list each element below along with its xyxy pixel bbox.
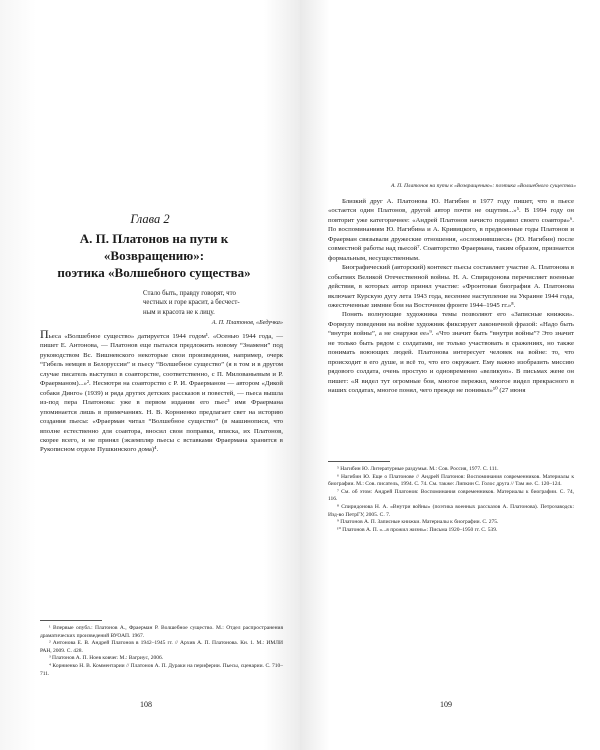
footnote: ³ Платонов А. П. Ноев ковчег. М.: Вагриус, 2006. [49, 655, 164, 662]
body-paragraph: Близкий друг А. Платонова Ю. Нагибин в 1977 году пишет, что в пьесе «остается один Платонов, другой автор почти не ощутим...»⁵. В 1994 году он повторит уже категоричнее: «Андрей Платонов начисто подавил своего соавтора»⁶. По воспоминаниям Ю. Нагибина и А. Кривицкого, в предвоенные годы Платонов и Фраерман связывали дружеские отношения, «осложнившиеся» (Ю. Нагибин) после совместной работы над пьесой⁷. Соавторство Фраермана, таким образом, признается формальным, несущественным. [328, 198, 574, 262]
chapter-title [34, 230, 274, 281]
footnote: ⁸ Спиридонова Н. А. «Внутри войны» (поэтика военных рассказов А. Платонова). Петрозаводск: Изд-во ПетрГУ, 2005. С. 7. [328, 503, 574, 518]
footnote: ⁴ Корниенко Н. В. Комментарии // Платонов А. П. Дураки на периферии. Пьесы, сценарии. С. 710–711. [40, 662, 283, 677]
page-number-left: 108 [140, 700, 152, 709]
left-body-text [40, 327, 283, 455]
chapter-title-line-2: поэтика «Волшебного существа» [57, 265, 251, 280]
epigraph-author: А. П. Платонов, «Бедучка» [211, 319, 283, 327]
body-paragraph: Биографический (авторский) контекст пьесы составляет участие А. Платонова в событиях Великой Отечественной войны. Н. А. Спиридонова перечисляет военные действия, в которых автор принял участие: «Фронтовая биография А. Платонова включает Курскую дугу лета 1943 года, весеннее наступление на Украине 1944 года, ожесточенные зимние бои на Восточном фронте 1944–1945 гг.»⁸. [328, 264, 574, 309]
right-footnotes [328, 466, 574, 534]
footnote: ⁵ Нагибин Ю. Литературные раздумья. М.: Сов. Россия, 1977. С. 111. [337, 466, 499, 472]
epigraph-line: ным и красота не к лицу. [143, 308, 215, 316]
footnote: ⁷ См. об этом: Андрей Платонов: Воспоминания современников. Материалы к биографии. С. 74, 116. [328, 488, 574, 503]
epigraph-line: Стало быть, правду говорят, что [143, 290, 236, 297]
left-footnotes [40, 625, 283, 678]
footnote: ⁶ Нагибин Ю. Еще о Платонове // Андрей Платонов: Воспоминания современников. Материалы к биографии. М.: Сов. писатель, 1994. С. 74. См. также: Липкин С. Голос друга // Там же. С. 120–124. [328, 473, 574, 488]
running-head: А. П. Платонов на пути к «Возвращению»: поэтика «Волшебного существа» [390, 183, 576, 189]
epigraph-line: честных и горе красит, а бесчест- [143, 299, 240, 307]
drop-cap: П [40, 327, 49, 341]
paragraph-text: ьеса «Волшебное существо» датируется 1944 годом¹. «Осенью 1944 года, — пишет Е. Антонова, — Платонов еще пытался предложить новому “Знамени” под руководством Вс. Вишневского некоторые свои произведения, например, очерк “Гибель немцев в Белоруссии” и пьесу “Волшебное существо” (я в том и в другом случае писатель выступил в соавторстве, соответственно, с П. Милованьевым и Р. Фраерманом)...»². Несмотря на соавторство с Р. И. Фраерманом — автором «Дикой собаки Динго» (1939) и ряда других детских рассказов и повестей, — пьеса вышла из-под пера Платонова: уже в первом издании его пьес³ имя Фраермана упоминается лишь в примечаниях. Н. В. Корниенко предлагает свет на историю создания пьесы: «Фраерман читал “Волшебное существо” (в машинописи, что вполне естественно для соавтора, вносил свои поправки, вписка, их Платонов, скорее всего, и не принял (экземпляр пьесы с вставками Фраермана хранится в Рукописном отделе Пушкинского дома)⁴. [40, 333, 283, 454]
footnote: ¹⁰ Платонов А. П. «...я прожил жизнь»: Письма 1920–1950 гг. С. 539. [337, 526, 498, 533]
body-paragraph [40, 327, 283, 455]
chapter-label: Глава 2 [130, 212, 170, 226]
footnote: ¹ Впервые опубл.: Платонов А., Фраерман Р. Волшебное существо. М.: Отдел распространения драматических произведений ВУОАП. 1967. [40, 625, 283, 639]
right-body-text [328, 197, 574, 396]
right-page [300, 0, 600, 750]
footnote-separator [40, 620, 102, 621]
footnote-separator [328, 461, 390, 462]
page-number-right: 109 [440, 700, 452, 709]
epigraph [143, 289, 283, 328]
chapter-title-line-1: А. П. Платонов на пути к «Возвращению»: [79, 231, 229, 263]
body-paragraph: Понять волнующие художника темы позволяют его «Записные книжки». Формулу поведения на войне художник фиксирует лаконичной фразой: «Надо быть “внутри войны”, а не снаружи ее»⁹. «Что значит быть “внутри войны”? Это значит не только быть рядом с солдатами, не только участвовать в сражениях, но также понимать воюющих людей. Платонова интересует человек на войне: то, что происходит в его душе, и всё то, что его окружает. Ему важно изобразить миссию рядового солдата, очень простую и одновременно «великую». В письмах жене он пишет: «Я видел тут огромные бои, многое пережил, многое видел прекрасного в наших солдатах, многое понял, чего прежде не понимал»¹⁰ (27 июня [328, 311, 574, 395]
footnote: ⁹ Платонов А. П. Записные книжки. Материалы к биографии. С. 275. [337, 519, 499, 526]
footnote: ² Антонова Е. В. Андрей Платонов в 1942–1945 гг. // Архив А. П. Платонова. Кн. 1. М.: ИМЛИ РАН, 2009. С. 428. [40, 640, 283, 654]
